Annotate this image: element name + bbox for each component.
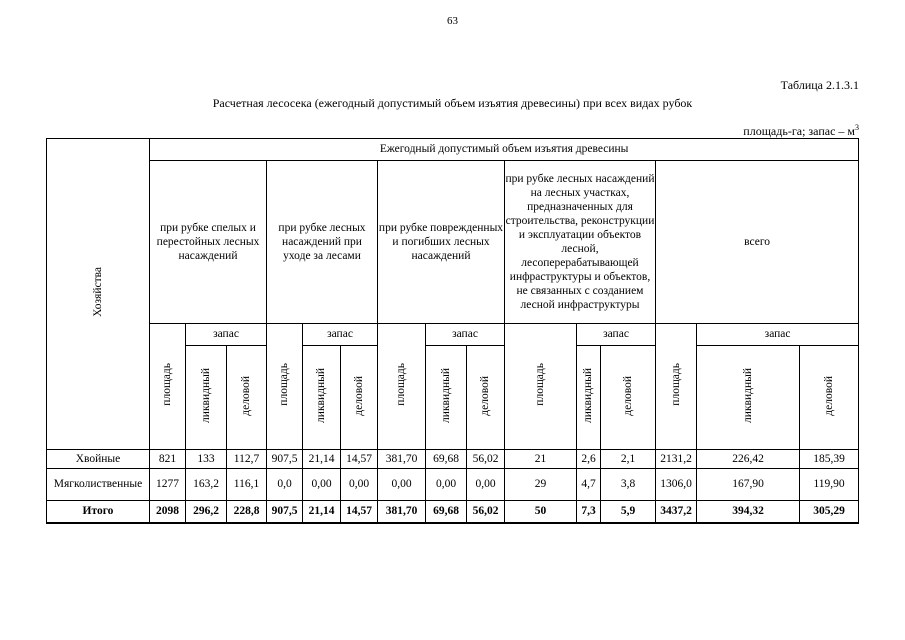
units-note [743, 123, 859, 139]
cell: 3437,2 [656, 501, 697, 523]
cell: 116,1 [227, 469, 267, 501]
header-stock-4: запас [577, 324, 656, 346]
cell: 821 [150, 450, 186, 469]
cell: 907,5 [267, 501, 303, 523]
cell: 394,32 [697, 501, 800, 523]
cell: 69,68 [426, 450, 467, 469]
cell: 50 [505, 501, 577, 523]
table-row-deciduous [47, 469, 859, 501]
business-label: деловой [352, 375, 365, 416]
header-main: Ежегодный допустимый объем изъятия древесины [150, 139, 859, 161]
table-row-total [47, 501, 859, 523]
area-label: площадь [669, 363, 682, 406]
header-farms-cell [47, 139, 150, 450]
cell: 2098 [150, 501, 186, 523]
header-area-2 [267, 324, 303, 450]
area-label: площадь [395, 363, 408, 406]
header-stock-2: запас [303, 324, 378, 346]
harvest-table [46, 138, 859, 524]
units-superscript: 3 [855, 123, 859, 132]
cell: 0,00 [467, 469, 505, 501]
units-text: площадь-га; запас – м [743, 124, 855, 138]
cell: 5,9 [601, 501, 656, 523]
table-row-conifer [47, 450, 859, 469]
cell: 0,00 [341, 469, 378, 501]
header-liquid-1 [186, 346, 227, 450]
row-name: Хвойные [47, 450, 150, 469]
liquid-label: ликвидный [315, 368, 328, 423]
header-liquid-5 [697, 346, 800, 450]
header-area-1 [150, 324, 186, 450]
cell: 56,02 [467, 501, 505, 523]
cell: 185,39 [800, 450, 859, 469]
cell: 14,57 [341, 501, 378, 523]
header-business-3 [467, 346, 505, 450]
cell: 907,5 [267, 450, 303, 469]
header-group-1: при рубке спелых и перестойных лесных насаждений [150, 161, 267, 324]
cell: 119,90 [800, 469, 859, 501]
cell: 381,70 [378, 501, 426, 523]
header-farms: Хозяйства [91, 267, 104, 317]
header-liquid-3 [426, 346, 467, 450]
cell: 381,70 [378, 450, 426, 469]
header-business-4 [601, 346, 656, 450]
liquid-label: ликвидный [741, 368, 754, 423]
cell: 112,7 [227, 450, 267, 469]
header-group-3: при рубке поврежденных и погибших лесных насаждений [378, 161, 505, 324]
cell: 2131,2 [656, 450, 697, 469]
header-stock-5: запас [697, 324, 859, 346]
cell: 2,1 [601, 450, 656, 469]
cell: 29 [505, 469, 577, 501]
cell: 0,00 [378, 469, 426, 501]
cell: 3,8 [601, 469, 656, 501]
header-stock-1: запас [186, 324, 267, 346]
cell: 305,29 [800, 501, 859, 523]
cell: 0,0 [267, 469, 303, 501]
table-number: Таблица 2.1.3.1 [780, 78, 859, 92]
header-area-3 [378, 324, 426, 450]
cell: 167,90 [697, 469, 800, 501]
header-liquid-4 [577, 346, 601, 450]
table-title: Расчетная лесосека (ежегодный допустимый объем изъятия древесины) при всех видах рубок [212, 96, 693, 110]
header-area-4 [505, 324, 577, 450]
liquid-label: ликвидный [199, 368, 212, 423]
row-name: Мягколиственные [47, 469, 150, 501]
header-liquid-2 [303, 346, 341, 450]
cell: 226,42 [697, 450, 800, 469]
cell: 133 [186, 450, 227, 469]
header-business-2 [341, 346, 378, 450]
page-number: 63 [447, 15, 458, 27]
area-label: площадь [161, 363, 174, 406]
liquid-label: ликвидный [582, 368, 595, 423]
area-label: площадь [534, 363, 547, 406]
cell: 163,2 [186, 469, 227, 501]
cell: 228,8 [227, 501, 267, 523]
cell: 14,57 [341, 450, 378, 469]
cell: 0,00 [303, 469, 341, 501]
cell: 2,6 [577, 450, 601, 469]
header-group-4: при рубке лесных насаждений на лесных участках, предназначенных для строительства, реконструкции и эксплуатации объектов лесной, лесоперерабатывающей инфраструктуры и объектов, не связанных с созданием лесной инфраструктуры [505, 161, 656, 324]
header-group-5: всего [656, 161, 859, 324]
business-label: деловой [240, 375, 253, 416]
header-area-5 [656, 324, 697, 450]
cell: 7,3 [577, 501, 601, 523]
cell: 21,14 [303, 501, 341, 523]
header-business-5 [800, 346, 859, 450]
cell: 296,2 [186, 501, 227, 523]
header-stock-3: запас [426, 324, 505, 346]
cell: 1306,0 [656, 469, 697, 501]
cell: 21 [505, 450, 577, 469]
header-business-1 [227, 346, 267, 450]
cell: 1277 [150, 469, 186, 501]
header-group-2: при рубке лесных насаждений при уходе за лесами [267, 161, 378, 324]
area-label: площадь [278, 363, 291, 406]
liquid-label: ликвидный [439, 368, 452, 423]
cell: 69,68 [426, 501, 467, 523]
cell: 0,00 [426, 469, 467, 501]
cell: 21,14 [303, 450, 341, 469]
business-label: деловой [479, 375, 492, 416]
row-name: Итого [47, 501, 150, 523]
business-label: деловой [621, 375, 634, 416]
cell: 4,7 [577, 469, 601, 501]
cell: 56,02 [467, 450, 505, 469]
business-label: деловой [823, 375, 836, 416]
